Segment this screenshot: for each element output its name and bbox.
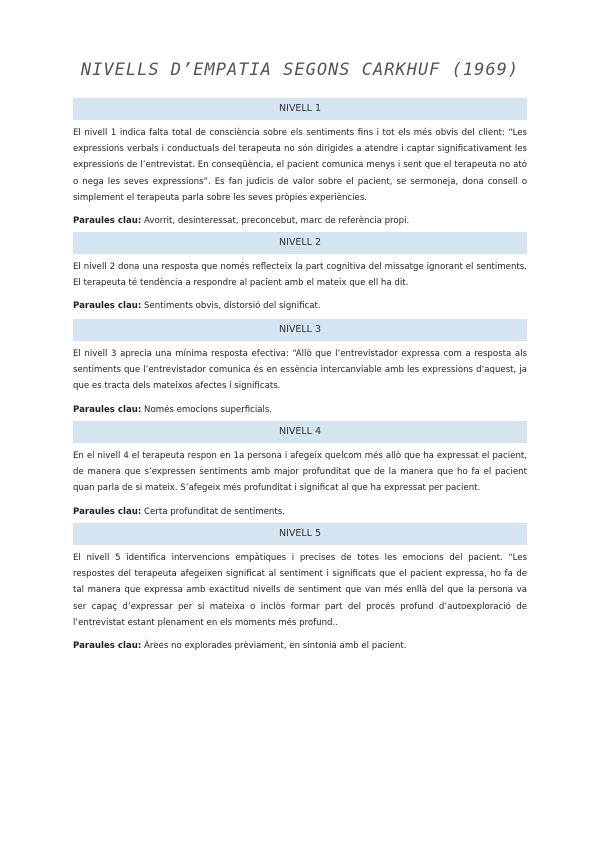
level-3-keywords-value: Només emocions superficials. bbox=[144, 404, 273, 415]
level-4-paragraph: En el nivell 4 el terapeuta respon en 1a persona i afegeix quelcom més allò que ha expressat el pacient, de manera que s’expressen sentiments amb major profunditat que de la manera que ho fa el pacient quan parla de si mateix. S’afegeix més profunditat i significat al que ha expressat per pacient. bbox=[73, 451, 527, 494]
level-3-section bbox=[73, 319, 527, 418]
keywords-label: Paraules clau: bbox=[73, 506, 142, 517]
level-4-section bbox=[73, 421, 527, 520]
level-1-text bbox=[73, 125, 527, 206]
level-3-heading: NIVELL 3 bbox=[73, 319, 527, 341]
level-5-paragraph: El nivell 5 identifica intervencions empàtiques i precises de totes les emocions del pacient. “Les respostes del terapeuta afegeixen significat al sentiment i significats que el pacient expressa, ho fa de tal manera que expressa amb exactitud nivells de sentiment que van més enllà del que la persona va ser capaç d’expressar per si mateixa o inclòs formar part del procés profund d’autoexploració de l’entrevistat estant plenament en els moments més profund.. bbox=[73, 553, 527, 628]
level-3-paragraph: El nivell 3 aprecia una mínima resposta efectiva: “Allò que l’entrevistador expressa com a resposta als sentiments que l’entrevistador comunica és en essència intercanviable amb les expressions d’aquest, ja que es tracta dels mateixos afectes i significats. bbox=[73, 349, 527, 392]
level-1-heading: NIVELL 1 bbox=[73, 98, 527, 120]
document-title: NIVELLS D’EMPATIA SEGONS CARKHUF (1969) bbox=[80, 60, 520, 80]
level-2-section bbox=[73, 232, 527, 314]
level-5-keywords bbox=[73, 638, 527, 654]
level-1-paragraph: El nivell 1 indica falta total de consciència sobre els sentiments fins i tot els més obvis del client: “Les expressions verbals i conductuals del terapeuta no són dirigides a atendre i captar significativament les expressions de l’entrevistat. En conseqüència, el pacient comunica menys i sent que el terapeuta no ató o nega les seves expressions”. Es fan judicis de valor sobre el pacient, se sermoneja, dona consell o simplement el terapeuta parla sobre les seves pròpies experiències. bbox=[73, 128, 527, 203]
level-1-keywords-value: Avorrit, desinteressat, preconcebut, marc de referència propi. bbox=[144, 216, 410, 227]
keywords-label: Paraules clau: bbox=[73, 641, 142, 652]
level-4-keywords-value: Certa profunditat de sentiments. bbox=[144, 506, 285, 517]
keywords-label: Paraules clau: bbox=[73, 404, 142, 415]
level-2-keywords-value: Sentiments obvis, distorsió del significat. bbox=[144, 301, 321, 312]
level-4-keywords bbox=[73, 504, 527, 520]
level-2-paragraph: El nivell 2 dona una resposta que només reflecteix la part cognitiva del missatge ignorant el sentiments. El terapeuta té tendència a respondre al pacient amb el mateix que ell ha dit. bbox=[73, 262, 527, 289]
level-5-keywords-value: Àrees no explorades prèviament, en sintonia amb el pacient. bbox=[144, 641, 407, 652]
level-1-keywords bbox=[73, 213, 527, 229]
level-2-keywords bbox=[73, 298, 527, 314]
keywords-label: Paraules clau: bbox=[73, 216, 142, 227]
level-4-text bbox=[73, 448, 527, 497]
level-3-keywords bbox=[73, 402, 527, 418]
level-2-heading: NIVELL 2 bbox=[73, 232, 527, 254]
level-2-text bbox=[73, 259, 527, 291]
level-3-text bbox=[73, 346, 527, 395]
level-5-section bbox=[73, 523, 527, 654]
level-4-heading: NIVELL 4 bbox=[73, 421, 527, 443]
keywords-label: Paraules clau: bbox=[73, 301, 142, 312]
level-5-heading: NIVELL 5 bbox=[73, 523, 527, 545]
level-5-text bbox=[73, 550, 527, 631]
level-1-section bbox=[73, 98, 527, 229]
